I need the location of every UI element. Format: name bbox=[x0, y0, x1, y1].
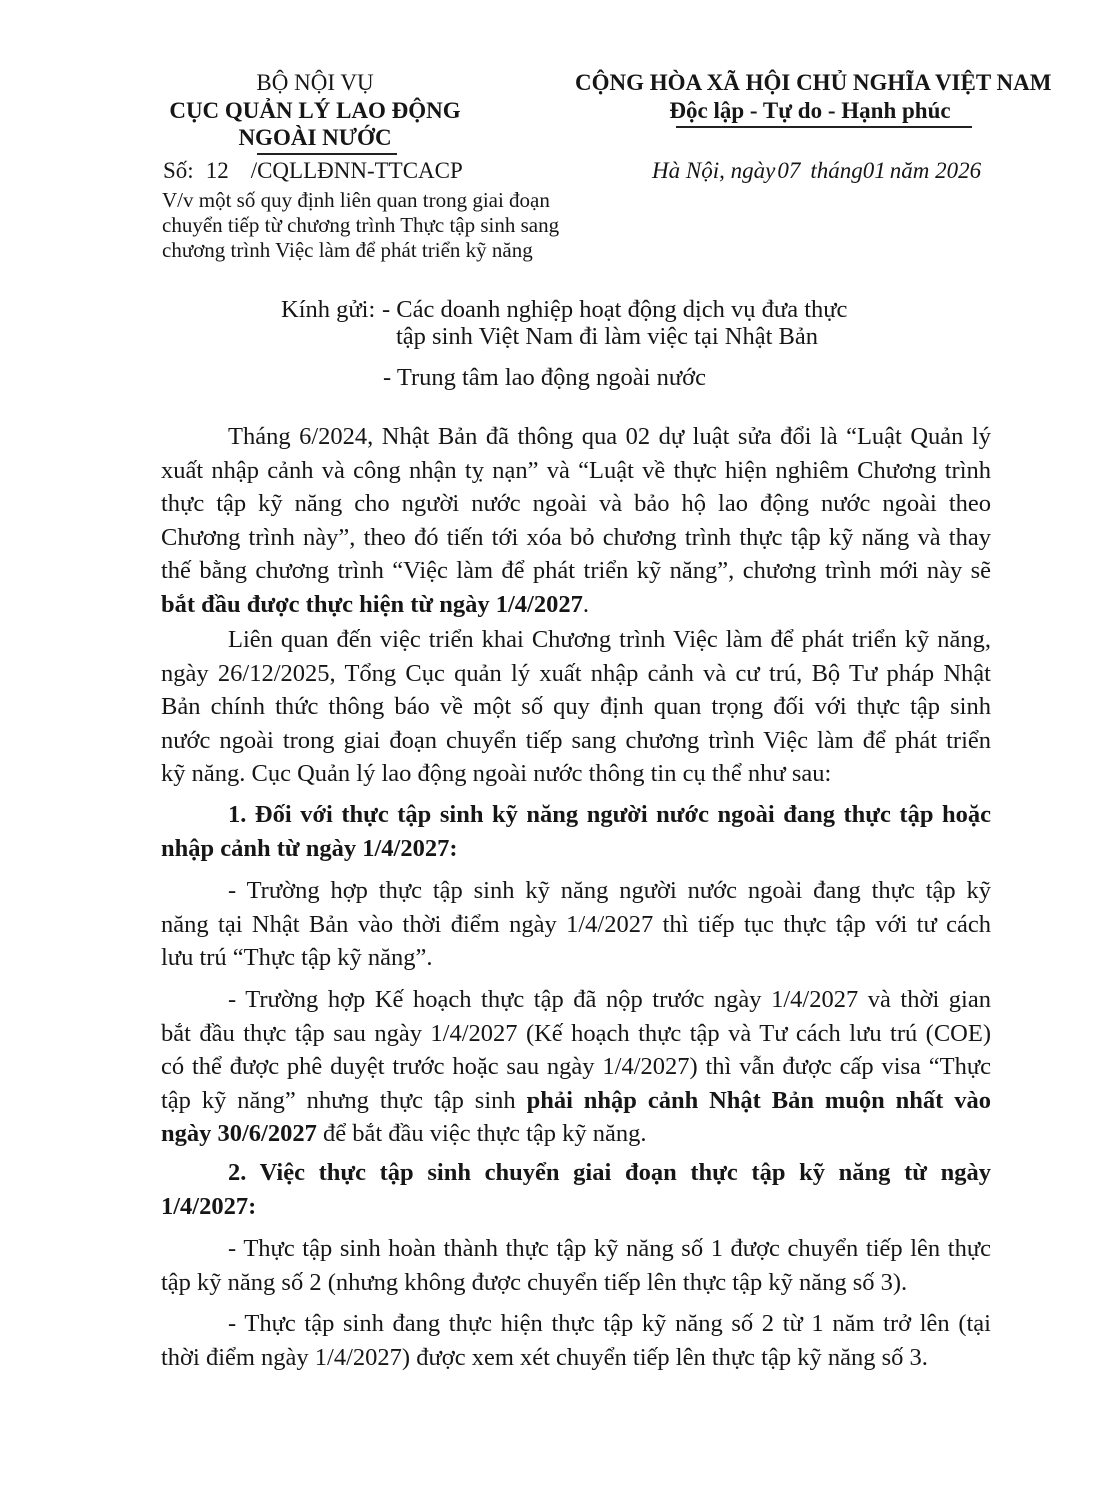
section-2-paragraph-2 bbox=[161, 1307, 991, 1374]
date-day: 07 bbox=[777, 158, 801, 183]
s1p1-line1: - Trường hợp thực tập sinh kỹ năng người nước ngoài đang thực tập kỹ bbox=[228, 877, 991, 904]
ministry-name: BỘ NỘI VỤ bbox=[256, 70, 374, 95]
para2-line4: nước ngoài trong giai đoạn chuyển tiếp sang chương trình Việc làm để phát triển bbox=[161, 726, 991, 754]
s1p2-line2: bắt đầu thực tập sau ngày 1/4/2027 (Kế hoạch thực tập và Tư cách lưu trú (COE) bbox=[161, 1019, 991, 1047]
agency-name-line1: CỤC QUẢN LÝ LAO ĐỘNG bbox=[169, 98, 461, 123]
para2-line3: Bản chính thức thông báo về một số quy định quan trọng đối với thực tập sinh bbox=[161, 693, 991, 720]
recipients-label: Kính gửi: bbox=[281, 296, 376, 323]
s2p1-line2: tập kỹ năng số 2 (nhưng không được chuyển tiếp lên thực tập kỹ năng số 3). bbox=[161, 1268, 908, 1296]
para1-line1: Tháng 6/2024, Nhật Bản đã thông qua 02 dự luật sửa đổi là “Luật Quản lý bbox=[228, 423, 991, 450]
s2p2-line2: thời điểm ngày 1/4/2027) được xem xét chuyển tiếp lên thực tập kỹ năng số 3. bbox=[161, 1343, 928, 1371]
section-1-paragraph-2 bbox=[161, 983, 991, 1151]
section-2-heading bbox=[161, 1156, 991, 1223]
s1p1-line2: năng tại Nhật Bản vào thời điểm ngày 1/4/2027 thì tiếp tục thực tập với tư cách bbox=[161, 910, 991, 938]
s1p2-line3: có thể được phê duyệt trước hoặc sau ngày 1/4/2027) thì vẫn được cấp visa “Thực bbox=[161, 1053, 991, 1080]
para2-line5: kỹ năng. Cục Quản lý lao động ngoài nước thông tin cụ thể như sau: bbox=[161, 760, 832, 787]
s1p2-line1: - Trường hợp Kế hoạch thực tập đã nộp trước ngày 1/4/2027 và thời gian bbox=[228, 986, 991, 1013]
section1-heading-line1: 1. Đối với thực tập sinh kỹ năng người nước ngoài đang thực tập hoặc bbox=[228, 801, 991, 828]
number-label: Số: bbox=[163, 158, 194, 183]
motto-underline bbox=[676, 126, 972, 128]
para1-line4: Chương trình này”, theo đó tiến tới xóa bỏ chương trình thực tập kỹ năng và thay bbox=[161, 523, 991, 551]
section-1-heading bbox=[161, 798, 991, 865]
subject-line3: chương trình Việc làm để phát triển kỹ năng bbox=[162, 238, 533, 262]
section1-heading-line2: nhập cảnh từ ngày 1/4/2027: bbox=[161, 834, 458, 862]
para1-line5: thế bằng chương trình “Việc làm để phát triển kỹ năng”, chương trình mới này sẽ bbox=[161, 557, 991, 584]
s2p1-line1: - Thực tập sinh hoàn thành thực tập kỹ năng số 1 được chuyển tiếp lên thực bbox=[228, 1235, 991, 1262]
paragraph-1 bbox=[161, 420, 991, 621]
recipient-1-line2: tập sinh Việt Nam đi làm việc tại Nhật Bản bbox=[396, 323, 818, 350]
number-code: /CQLLĐNN-TTCACP bbox=[250, 158, 463, 183]
national-motto: Độc lập - Tự do - Hạnh phúc bbox=[669, 98, 951, 123]
para1-line3: thực tập kỹ năng cho người nước ngoài và bảo hộ lao động nước ngoài theo bbox=[161, 490, 991, 517]
s1p2-line5 bbox=[161, 1117, 991, 1151]
para1-line2: xuất nhập cảnh và công nhận tỵ nạn” và “Luật về thực hiện nghiêm Chương trình bbox=[161, 456, 991, 484]
recipient-1-line1: - Các doanh nghiệp hoạt động dịch vụ đưa thực bbox=[382, 296, 848, 323]
s1p2-line5-normal: để bắt đầu việc thực tập kỹ năng. bbox=[316, 1120, 647, 1147]
country-name: CỘNG HÒA XÃ HỘI CHỦ NGHĨA VIỆT NAM bbox=[575, 70, 1052, 95]
subject-line2: chuyển tiếp từ chương trình Thực tập sinh sang bbox=[162, 213, 560, 237]
para1-bold-date: bắt đầu được thực hiện từ ngày 1/4/2027 bbox=[161, 590, 583, 618]
s1p1-line3: lưu trú “Thực tập kỹ năng”. bbox=[161, 944, 433, 971]
section-1-paragraph-1 bbox=[161, 874, 991, 975]
s2p2-line1: - Thực tập sinh đang thực hiện thực tập kỹ năng số 2 từ 1 năm trở lên (tại bbox=[228, 1310, 991, 1337]
date-month-label: tháng bbox=[810, 158, 863, 183]
paragraph-2 bbox=[161, 623, 991, 791]
s1p2-line4-bold: phải nhập cảnh Nhật Bản muộn nhất vào bbox=[526, 1086, 991, 1114]
para1-line6 bbox=[161, 588, 991, 622]
section2-heading-line2: 1/4/2027: bbox=[161, 1192, 257, 1220]
para2-line1: Liên quan đến việc triển khai Chương trình Việc làm để phát triển kỹ năng, bbox=[228, 626, 991, 653]
s1p2-line4-normal: tập kỹ năng” nhưng thực tập sinh bbox=[161, 1086, 527, 1114]
subject-line1: V/v một số quy định liên quan trong giai đoạn bbox=[162, 188, 550, 212]
s1p2-line4 bbox=[161, 1084, 991, 1118]
document-number bbox=[163, 158, 463, 184]
agency-name-line2: NGOÀI NƯỚC bbox=[238, 125, 392, 150]
date-month: 01 bbox=[862, 158, 886, 183]
date-year: năm 2026 bbox=[889, 158, 982, 183]
date-line bbox=[652, 158, 981, 184]
recipient-2: - Trung tâm lao động ngoài nước bbox=[383, 364, 706, 391]
s1p2-line5-bold: ngày 30/6/2027 bbox=[161, 1120, 317, 1147]
number-value: 12 bbox=[205, 158, 229, 183]
date-place: Hà Nội, ngày bbox=[652, 158, 776, 183]
para1-tail: . bbox=[582, 590, 589, 618]
para2-line2: ngày 26/12/2025, Tổng Cục quản lý xuất nhập cảnh và cư trú, Bộ Tư pháp Nhật bbox=[161, 659, 991, 687]
header-left-underline bbox=[257, 153, 397, 155]
section2-heading-line1: 2. Việc thực tập sinh chuyển giai đoạn thực tập kỹ năng từ ngày bbox=[228, 1159, 991, 1186]
section-2-paragraph-1 bbox=[161, 1232, 991, 1299]
